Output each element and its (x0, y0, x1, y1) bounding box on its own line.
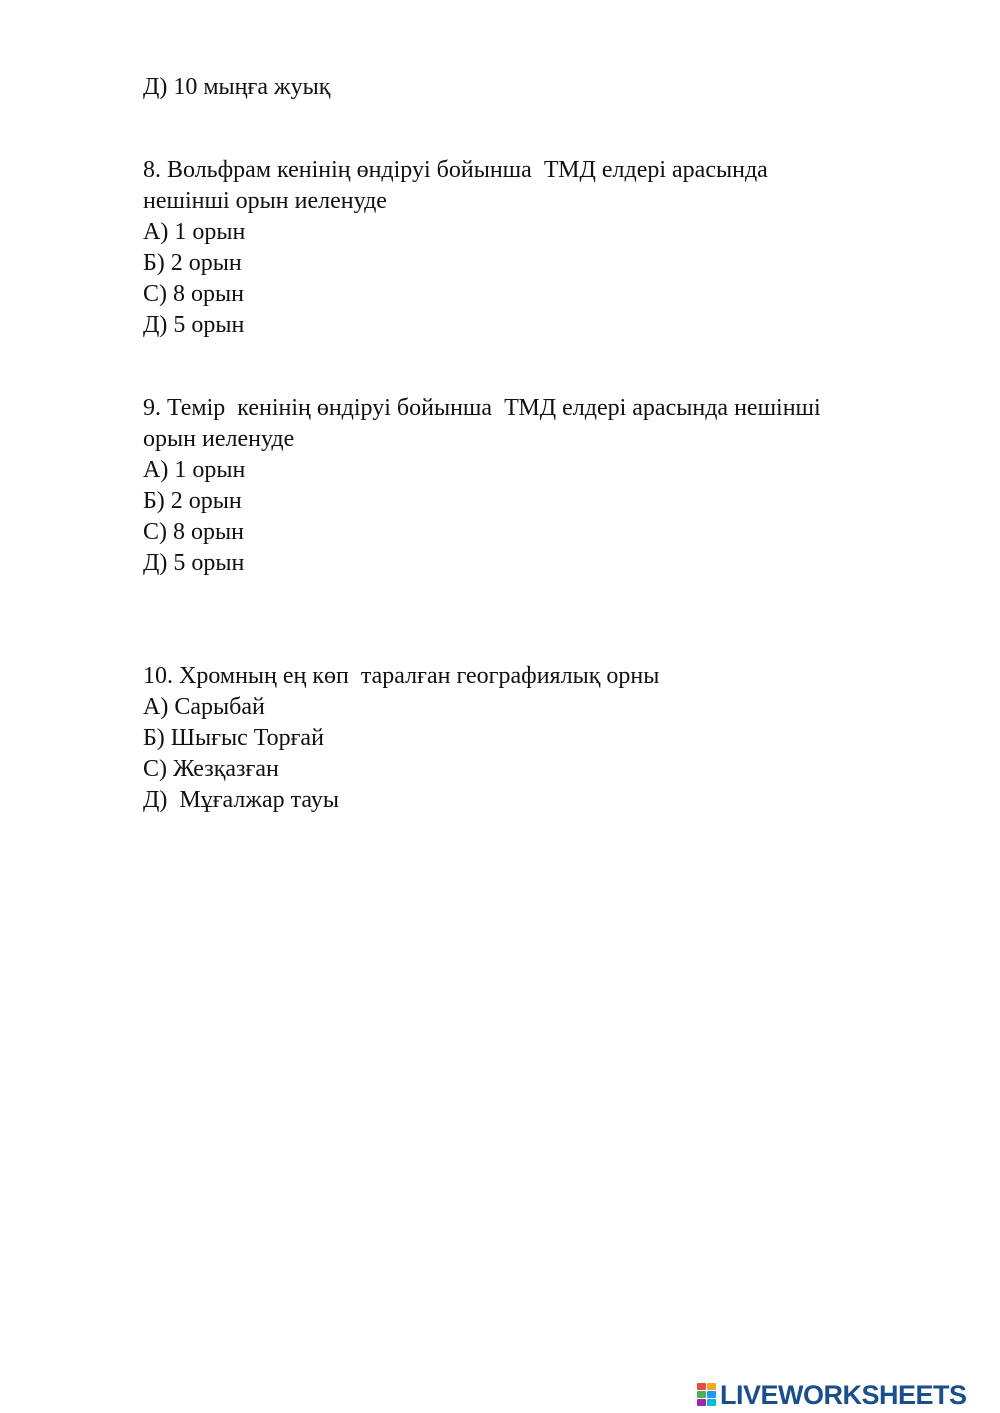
question-10-option-b: Б) Шығыс Торғай (143, 725, 324, 751)
question-10-text: 10. Хромның ең көп таралған географиялық орны (143, 663, 660, 689)
liveworksheets-wordmark: LIVEWORKSHEETS (720, 1380, 967, 1410)
mark-block (707, 1399, 716, 1406)
question-9-text-line-1: 9. Темір кенінің өндіруі бойынша ТМД елдері арасында нешінші (143, 395, 821, 421)
question-8-text-line-1: 8. Вольфрам кенінің өндіруі бойынша ТМД елдері арасында (143, 157, 768, 183)
question-8-option-b: Б) 2 орын (143, 250, 242, 276)
question-8-option-c: С) 8 орын (143, 281, 244, 307)
question-9-option-a: А) 1 орын (143, 457, 246, 483)
mark-block (697, 1391, 706, 1398)
liveworksheets-mark-icon (697, 1383, 717, 1407)
liveworksheets-logo (697, 1378, 967, 1412)
question-9-option-b: Б) 2 орын (143, 488, 242, 514)
question-8-text-line-2: нешінші орын иеленуде (143, 188, 387, 214)
question-9-text-line-2: орын иеленуде (143, 426, 295, 452)
question-8-option-a: А) 1 орын (143, 219, 246, 245)
question-8-option-d: Д) 5 орын (143, 312, 245, 338)
prev-question-option-d: Д) 10 мыңға жуық (143, 74, 331, 100)
question-10-option-d: Д) Мұғалжар тауы (143, 787, 339, 813)
mark-block (697, 1383, 706, 1390)
question-9-option-d: Д) 5 орын (143, 550, 245, 576)
question-10-option-c: С) Жезқазған (143, 756, 279, 782)
question-10-option-a: А) Сарыбай (143, 694, 265, 720)
mark-block (707, 1383, 716, 1390)
question-9-option-c: С) 8 орын (143, 519, 244, 545)
mark-block (697, 1399, 706, 1406)
mark-block (707, 1391, 716, 1398)
